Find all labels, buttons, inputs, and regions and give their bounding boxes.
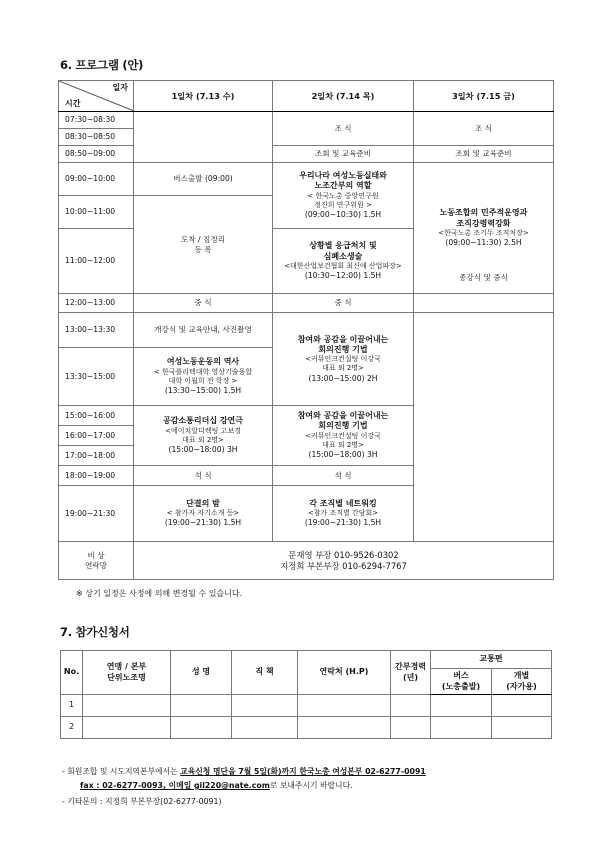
session-time: (15:00~18:00) 3H xyxy=(308,450,378,460)
day1-opening: 개강식 및 교육안내, 사진촬영 xyxy=(134,313,273,348)
session-speaker: 정진희 연구위원 > xyxy=(314,200,372,209)
day2-session1 xyxy=(273,163,414,229)
row-1200 xyxy=(59,294,554,313)
emergency-label-text: 비 상 xyxy=(87,550,105,560)
corner-date-label: 일자 xyxy=(112,83,128,92)
row-emergency xyxy=(59,542,554,580)
schedule-note: ※ 상기 일정은 사정에 의해 변경될 수 있습니다. xyxy=(76,589,243,598)
arrival-text: 도착 / 짐정리 xyxy=(180,234,226,244)
col-self xyxy=(492,669,552,695)
time-cell: 13:30~15:00 xyxy=(59,348,134,406)
session-time: (09:00~10:30) 1.5H xyxy=(304,210,382,220)
footer-text: - 회원조합 및 시도지역본부에서는 xyxy=(62,767,181,776)
session-title: 노동조합의 민주적운영과 xyxy=(439,208,528,218)
session-speaker: <한국노총 조기두 조직처장> xyxy=(438,228,529,237)
org-input-cell[interactable] xyxy=(83,695,171,717)
col-self-line: (자가용) xyxy=(506,681,537,691)
session-speaker: <커뮤인크컨설팅 이강국 xyxy=(305,431,381,440)
col-phone: 연락처 (H.P) xyxy=(298,651,391,695)
row-0850 xyxy=(59,146,554,163)
session-title: 상황별 응급처치 및 xyxy=(309,241,377,251)
col-transport: 교통편 xyxy=(431,651,552,669)
application-table xyxy=(60,650,552,739)
day3-closing: 종강식 및 중식 xyxy=(459,273,508,282)
session-speaker: 대학 이월희 전 학장 > xyxy=(168,376,238,385)
session-time: (19:00~21:30) 1.5H xyxy=(304,518,382,528)
session-title: 참여와 공감을 이끌어내는 xyxy=(297,411,389,421)
emergency-contact: 지정희 부본부장 010-6294-7767 xyxy=(280,560,407,571)
col-bus-line: 버스 xyxy=(453,671,469,681)
time-cell: 08:30~08:50 xyxy=(59,129,134,146)
col-name: 성 명 xyxy=(171,651,232,695)
day1-bus: 버스출발 (09:00) xyxy=(134,163,273,196)
session-title: 심폐소생술 xyxy=(323,251,363,261)
application-row xyxy=(61,695,552,717)
session-speaker: 대표 외 2명> xyxy=(182,435,224,444)
day3-prep: 조회 및 교육준비 xyxy=(414,146,554,163)
session-speaker: 대표 외 2명> xyxy=(322,440,364,449)
session-title: 각 조직별 네트워킹 xyxy=(309,498,377,508)
session-time: (10:30~12:00) 1.5H xyxy=(304,271,382,280)
position-input-cell[interactable] xyxy=(232,695,298,717)
session-speaker: <에이치알디렉팅 고보경 xyxy=(165,426,241,435)
row-0730 xyxy=(59,112,554,129)
day2-header: 2일차 (7.14 목) xyxy=(273,81,414,112)
session-title: 단결의 밤 xyxy=(186,498,220,508)
session-speaker: < 한국플리텍대학 영상기술융합 xyxy=(153,367,253,376)
day1-empty xyxy=(134,112,273,163)
session-speaker: < 참가자 자기소개 등> xyxy=(166,509,240,518)
corner-time-label: 시간 xyxy=(65,98,81,108)
day3-afternoon-empty xyxy=(414,313,554,542)
session-speaker: <대한산업보건협회 최신애 산업파장> xyxy=(284,261,402,270)
footer-line2 xyxy=(80,780,353,792)
row-1300 xyxy=(59,313,554,348)
session-title: 조직강령력강화 xyxy=(456,218,511,228)
session-speaker: 대표 외 2명> xyxy=(322,364,364,373)
name-input-cell[interactable] xyxy=(171,695,232,717)
application-row xyxy=(61,717,552,739)
col-position: 직 책 xyxy=(232,651,298,695)
session-title: 여성노동운동의 역사 xyxy=(166,357,240,367)
career-input-cell[interactable] xyxy=(391,695,431,717)
day1-dinner: 석 식 xyxy=(134,466,273,486)
application-heading: 7. 참가신청서 xyxy=(60,625,130,639)
footer-line1 xyxy=(62,766,426,778)
col-no: No. xyxy=(61,651,83,695)
time-cell: 17:00~18:00 xyxy=(59,446,134,466)
phone-input-cell[interactable] xyxy=(298,695,391,717)
time-cell: 12:00~13:00 xyxy=(59,294,134,313)
emergency-label xyxy=(59,542,134,580)
self-input-cell[interactable] xyxy=(492,717,552,739)
phone-input-cell[interactable] xyxy=(298,717,391,739)
col-org-line: 단위노조명 xyxy=(107,672,146,682)
session-time: (13:30~15:00) 1.5H xyxy=(164,385,242,395)
col-career-line: 간부경력 xyxy=(395,662,426,672)
session-time: (15:00~18:00) 3H xyxy=(168,444,238,454)
time-cell: 15:00~16:00 xyxy=(59,406,134,426)
career-input-cell[interactable] xyxy=(391,717,431,739)
position-input-cell[interactable] xyxy=(232,717,298,739)
footer-line3: - 기타문의 : 지정희 부본부장(02-6277-0091) xyxy=(62,797,222,806)
footer-text: 로 보내주시기 바랍니다. xyxy=(269,781,353,790)
col-bus xyxy=(431,669,492,695)
day2-session3 xyxy=(273,313,414,406)
time-cell: 18:00~19:00 xyxy=(59,466,134,486)
day2-dinner: 석 식 xyxy=(273,466,414,486)
name-input-cell[interactable] xyxy=(171,717,232,739)
emergency-label-text: 연락망 xyxy=(84,560,107,570)
self-input-cell[interactable] xyxy=(492,695,552,717)
session-speaker: < 한국노총 중앙연구원 xyxy=(307,191,379,200)
session-title: 회의진행 기법 xyxy=(318,344,368,354)
row-number: 1 xyxy=(61,695,83,717)
col-self-line: 개별 xyxy=(513,671,530,681)
time-cell: 08:50~09:00 xyxy=(59,146,134,163)
day2-session5 xyxy=(273,486,414,542)
day1-session1 xyxy=(134,348,273,406)
day2-session4 xyxy=(273,406,414,466)
row-0900 xyxy=(59,163,554,196)
bus-input-cell[interactable] xyxy=(431,717,492,739)
emergency-contact: 문재영 부장 010-9526-0302 xyxy=(288,549,399,560)
session-time: (09:00~11:30) 2.5H xyxy=(445,238,522,247)
session-title: 우리나라 여성노동실태와 xyxy=(299,171,387,181)
program-header-row xyxy=(59,81,554,112)
col-bus-line: (노총출발) xyxy=(441,681,481,691)
day2-session2 xyxy=(273,229,414,294)
bus-input-cell[interactable] xyxy=(431,695,492,717)
day3-breakfast: 조 식 xyxy=(414,112,554,146)
time-cell: 19:00~21:30 xyxy=(59,486,134,542)
time-cell: 16:00~17:00 xyxy=(59,426,134,446)
program-table xyxy=(58,80,554,580)
time-cell: 09:00~10:00 xyxy=(59,163,134,196)
session-title: 참여와 공감을 이끌어내는 xyxy=(297,334,389,344)
session-time: (13:00~15:00) 2H xyxy=(308,373,378,383)
day3-header: 3일차 (7.15 금) xyxy=(414,81,554,112)
col-career-line: (년) xyxy=(402,672,419,682)
arrival-text: 등 록 xyxy=(194,244,212,254)
application-header-row1 xyxy=(61,651,552,669)
day1-arrival xyxy=(134,196,273,294)
session-title: 회의진행 기법 xyxy=(318,421,368,431)
session-title: 공감소통리더십 강연극 xyxy=(162,416,244,426)
day2-lunch: 중 식 xyxy=(273,294,414,313)
session-title: 노조간부의 역할 xyxy=(314,181,372,191)
day1-header: 1일차 (7.13 수) xyxy=(134,81,273,112)
session-speaker: <참가 조직별 간담회> xyxy=(307,509,379,518)
session-time: (19:00~21:30) 1.5H xyxy=(164,518,242,528)
day3-closing-cont xyxy=(414,294,554,313)
col-org-line: 연맹 / 본부 xyxy=(106,662,147,672)
footer-deadline: 교육신청 명단을 7월 5일(화)까지 한국노총 여성본부 02-6277-0091 xyxy=(180,767,426,776)
time-cell: 10:00~11:00 xyxy=(59,196,134,229)
day2-breakfast: 조 식 xyxy=(273,112,414,146)
session-speaker: <커뮤인크컨설팅 이강국 xyxy=(305,355,381,364)
emergency-contacts xyxy=(134,542,554,580)
time-cell: 13:00~13:30 xyxy=(59,313,134,348)
corner-cell xyxy=(59,81,134,112)
time-cell: 11:00~12:00 xyxy=(59,229,134,294)
col-career xyxy=(391,651,431,695)
day1-session3 xyxy=(134,486,273,542)
day1-lunch: 중 식 xyxy=(134,294,273,313)
footer-contact: fax : 02-6277-0093, 이메일 gil220@nate.com xyxy=(80,781,270,790)
time-cell: 07:30~08:30 xyxy=(59,112,134,129)
day2-prep: 조회 및 교육준비 xyxy=(273,146,414,163)
day1-session2 xyxy=(134,406,273,466)
program-heading: 6. 프로그램 (안) xyxy=(60,58,144,72)
col-org xyxy=(83,651,171,695)
org-input-cell[interactable] xyxy=(83,717,171,739)
row-number: 2 xyxy=(61,717,83,739)
